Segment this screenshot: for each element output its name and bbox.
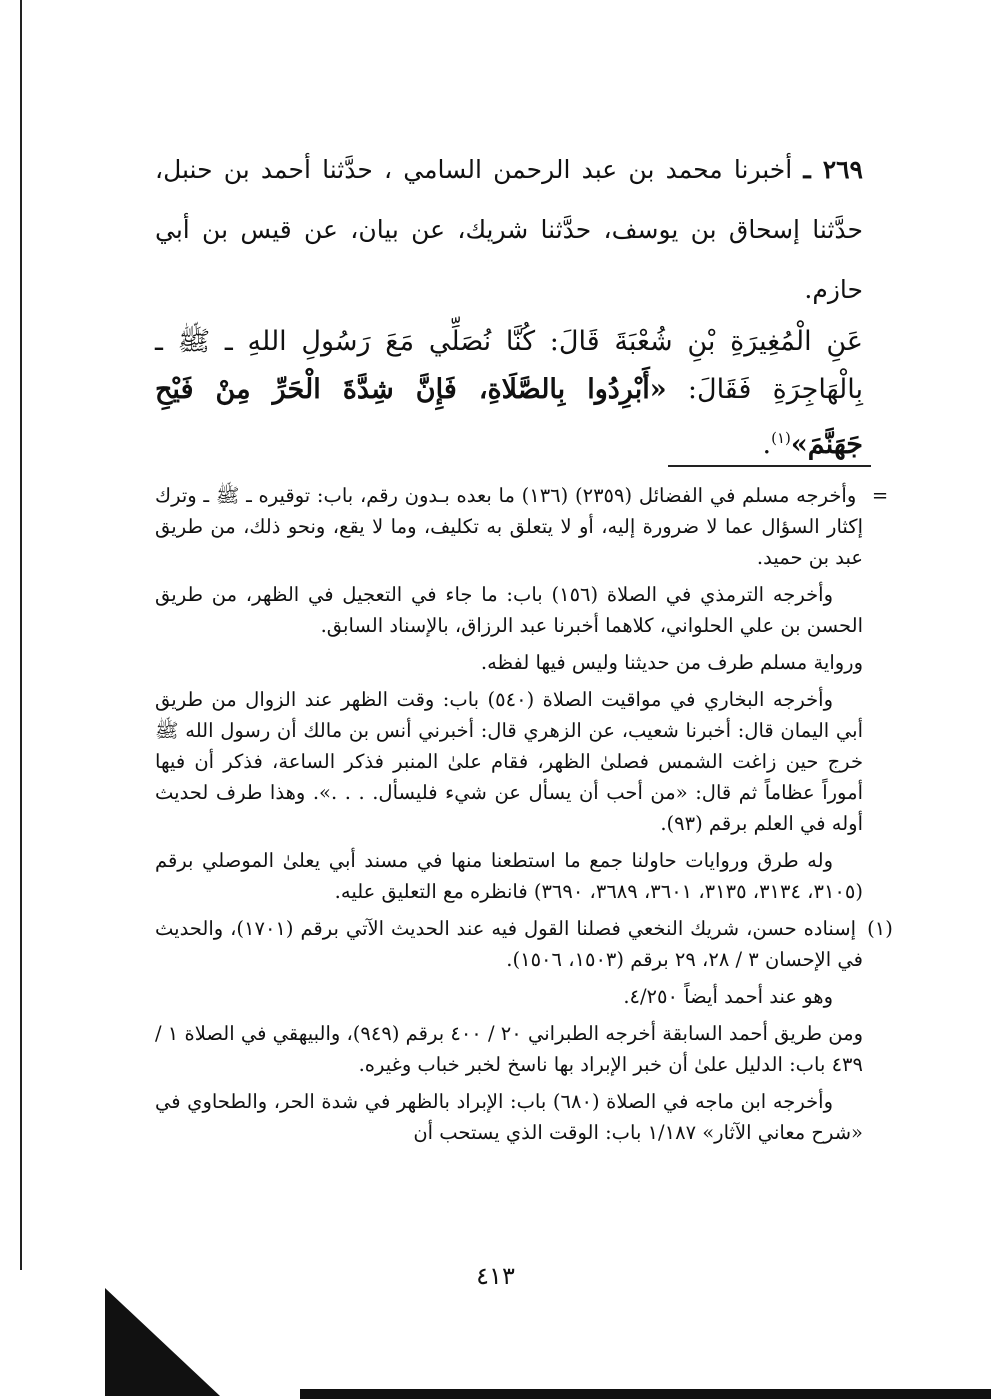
note-paragraph: وهو عند أحمد أيضاً ٤/٢٥٠.: [623, 985, 833, 1008]
footnote-1-mark: (١): [867, 917, 893, 940]
note-paragraph: وله طرق وروايات حاولنا جمع ما استطعنا منها في مسند أبي يعلىٰ الموصلي برقم (٣١٠٥، ٣١٣٤، ٣١٣٥، ٣٦٠١، ٣٦٨٩، ٣٦٩٠) فانظره مع التعليق عليه.: [155, 849, 863, 903]
footnote-1: [155, 913, 893, 975]
isnad-text: أخبرنا محمد بن عبد الرحمن السامي ، حدَّثنا أحمد بن حنبل، حدَّثنا إسحاق بن يوسف، حدَّثنا شريك، عن بيان، عن قيس بن أبي حازم.: [155, 155, 863, 304]
scan-bottom-edge: [300, 1389, 991, 1399]
matn-quote: «أَبْرِدُوا بِالصَّلَاةِ، فَإِنَّ شِدَّةَ الْحَرِّ مِنْ فَيْحِ جَهَنَّمَ»: [155, 374, 863, 460]
hadith-isnad: [155, 140, 863, 320]
footnotes: [155, 480, 893, 1154]
note-paragraph: وأخرجه ابن ماجه في الصلاة (٦٨٠) باب: الإبراد بالظهر في شدة الحر، والطحاوي في «شرح معاني الآثار» ١/١٨٧ باب: الوقت الذي يستحب أن: [155, 1090, 863, 1144]
note-paragraph: وأخرجه الترمذي في الصلاة (١٥٦) باب: ما جاء في التعجيل في الظهر، من طريق الحسن بن علي الحلواني، كلاهما أخبرنا عبد الرزاق، بالإسناد السابق.: [155, 583, 863, 637]
matn-end: .: [762, 429, 772, 460]
note-text: وأخرجه مسلم في الفضائل (٢٣٥٩) (١٣٦) ما بعده بـدون رقم، باب: توقيره ـ ﷺ ـ وترك إكثار السؤال عما لا ضرورة إليه، أو لا يتعلق به تكليف، وما لا يقع، ونحو ذلك، من طريق عبد بن حميد.: [155, 484, 863, 569]
note-paragraph: ورواية مسلم طرف من حديثنا وليس فيها لفظه.: [480, 651, 863, 674]
matn-intro: عَنِ الْمُغِيرَةِ بْنِ شُعْبَةَ قَالَ: كُنَّا نُصَلِّي مَعَ رَسُولِ اللهِ ـ ﷺ ـ بِالْهَاجِرَةِ فَقَالَ:: [155, 326, 863, 405]
hadith-number: ٢٦٩ ـ: [803, 155, 863, 184]
note-continuation: [155, 480, 889, 573]
footnote-separator: [668, 465, 871, 467]
continuation-mark: =: [871, 484, 889, 507]
page-number: ٤١٣: [476, 1262, 515, 1290]
page-corner-mark: [105, 1288, 220, 1396]
hadith-matn: [155, 318, 863, 469]
note-text: إسناده حسن، شريك النخعي فصلنا القول فيه عند الحديث الآتي برقم (١٧٠١)، والحديث في الإحسان ٣ / ٢٨، ٢٩ برقم (١٥٠٣، ١٥٠٦).: [155, 917, 863, 971]
note-paragraph: ومن طريق أحمد السابقة أخرجه الطبراني ٢٠ / ٤٠٠ برقم (٩٤٩)، والبيهقي في الصلاة ١ / ٤٣٩ باب: الدليل علىٰ أن خبر الإبراد بها ناسخ لخبر خباب وغيره.: [155, 1022, 863, 1076]
footnote-ref: (١): [771, 429, 791, 447]
note-paragraph: وأخرجه البخاري في مواقيت الصلاة (٥٤٠) باب: وقت الظهر عند الزوال من طريق أبي اليمان قال: أخبرنا شعيب، عن الزهري قال: أخبرني أنس بن مالك أن رسول الله ﷺ خرج حين زاغت الشمس فصلىٰ الظهر، فقام علىٰ المنبر فذكر الساعة، فذكر أن فيها أموراً عظاماً ثم قال: «من أحب أن يسأل عن شيء فليسأل. . . .». وهذا طرف لحديث أوله في العلم برقم (٩٣).: [155, 688, 863, 835]
scan-edge-line: [20, 0, 22, 1270]
